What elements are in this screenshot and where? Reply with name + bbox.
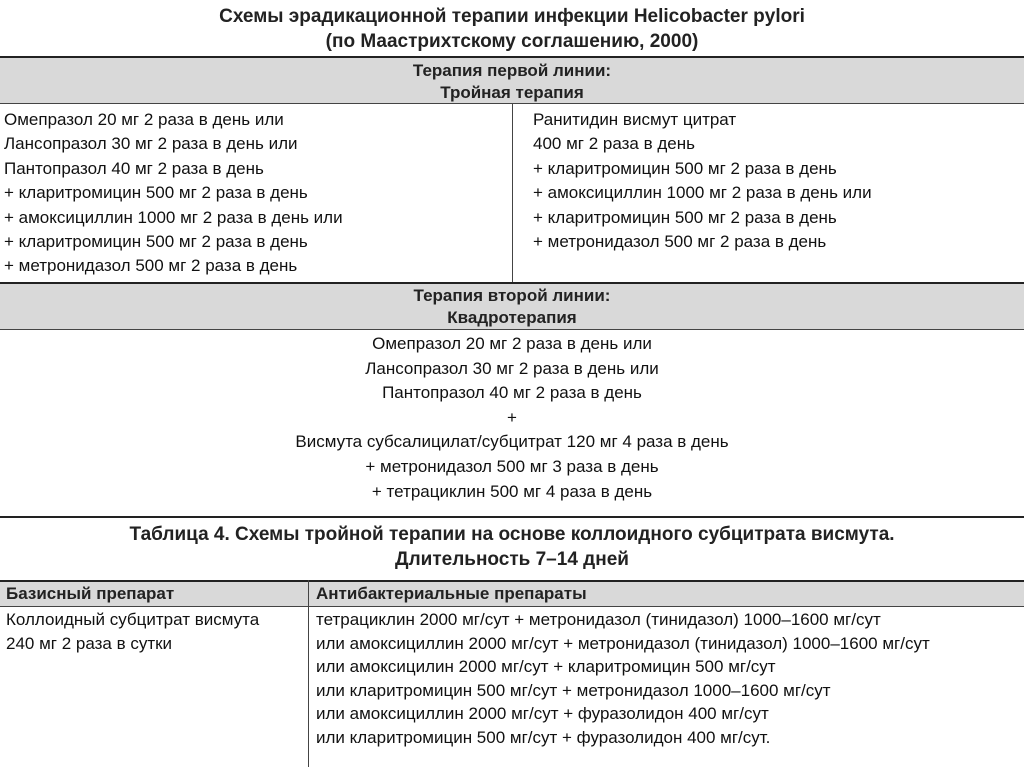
second-line-subheading: Квадротерапия bbox=[447, 308, 577, 327]
first-line-subheading: Тройная терапия bbox=[440, 83, 584, 102]
list-item: + метронидазол 500 мг 3 раза в день bbox=[365, 456, 659, 476]
table1-title bbox=[0, 0, 1024, 58]
table2-title bbox=[0, 522, 1024, 572]
list-item: 400 мг 2 раза в день bbox=[533, 134, 695, 154]
first-line-body bbox=[0, 104, 1024, 284]
column-divider bbox=[308, 580, 309, 767]
table-cell-line: или амоксицилин 2000 мг/сут + кларитромицин 500 мг/сут bbox=[316, 657, 776, 677]
table-cell-line: тетрациклин 2000 мг/сут + метронидазол (тинидазол) 1000–1600 мг/сут bbox=[316, 610, 881, 629]
list-item: + амоксициллин 1000 мг 2 раза в день или bbox=[4, 207, 343, 227]
table1-title-line2: (по Маастрихтскому соглашению, 2000) bbox=[325, 31, 699, 52]
list-item: + кларитромицин 500 мг 2 раза в день bbox=[4, 183, 308, 203]
list-item: Висмута субсалицилат/субцитрат 120 мг 4 раза в день bbox=[295, 432, 729, 452]
list-item: Пантопразол 40 мг 2 раза в день bbox=[382, 383, 642, 403]
table2-title-line1: Таблица 4. Схемы тройной терапии на основе коллоидного субцитрата висмута. bbox=[129, 524, 895, 545]
list-item: Лансопразол 30 мг 2 раза в день или bbox=[4, 134, 298, 154]
first-line-left-column bbox=[4, 108, 504, 279]
second-line-heading: Терапия второй линии: bbox=[413, 286, 611, 305]
list-item: + кларитромицин 500 мг 2 раза в день bbox=[533, 158, 837, 178]
table-cell-line: или амоксициллин 2000 мг/сут + метронидазол (тинидазол) 1000–1600 мг/сут bbox=[316, 633, 930, 653]
list-item: Лансопразол 30 мг 2 раза в день или bbox=[365, 358, 659, 378]
column-header-antibacterial: Антибактериальные препараты bbox=[316, 584, 587, 603]
first-line-header bbox=[0, 58, 1024, 104]
list-item: + амоксициллин 1000 мг 2 раза в день или bbox=[533, 183, 872, 203]
table-cell-line: или кларитромицин 500 мг/сут + метронидазол 1000–1600 мг/сут bbox=[316, 680, 831, 700]
table2-basis-cell bbox=[6, 608, 306, 655]
table1-title-line1: Схемы эрадикационной терапии инфекции Helicobacter pylori bbox=[219, 6, 805, 27]
list-item: Пантопразол 40 мг 2 раза в день bbox=[4, 158, 264, 178]
list-item: + метронидазол 500 мг 2 раза в день bbox=[4, 256, 298, 276]
list-item: Ранитидин висмут цитрат bbox=[533, 110, 737, 129]
second-line-body bbox=[0, 330, 1024, 504]
list-item: + тетрациклин 500 мг 4 раза в день bbox=[371, 481, 653, 501]
list-item: + кларитромицин 500 мг 2 раза в день bbox=[533, 207, 837, 227]
table-cell-line: или кларитромицин 500 мг/сут + фуразолидон 400 мг/сут. bbox=[316, 727, 771, 747]
table-cell-line: 240 мг 2 раза в сутки bbox=[6, 633, 173, 653]
column-divider bbox=[512, 104, 513, 282]
table-cell-line: или амоксициллин 2000 мг/сут + фуразолидон 400 мг/сут bbox=[316, 704, 769, 724]
table2-top-rule bbox=[0, 516, 1024, 518]
table2-title-line2: Длительность 7–14 дней bbox=[395, 549, 629, 570]
list-item: + bbox=[507, 407, 517, 427]
list-item: + метронидазол 500 мг 2 раза в день bbox=[533, 232, 827, 252]
first-line-heading: Терапия первой линии: bbox=[412, 61, 612, 80]
list-item: Омепразол 20 мг 2 раза в день или bbox=[4, 110, 284, 129]
table2-antibacterial-cell bbox=[316, 608, 1021, 750]
second-line-header bbox=[0, 284, 1024, 330]
column-header-basis: Базисный препарат bbox=[6, 584, 175, 603]
table2-header-row bbox=[0, 580, 1024, 607]
list-item: + кларитромицин 500 мг 2 раза в день bbox=[4, 232, 308, 252]
first-line-right-column bbox=[533, 108, 1021, 254]
list-item: Омепразол 20 мг 2 раза в день или bbox=[372, 334, 652, 353]
table-cell-line: Коллоидный субцитрат висмута bbox=[6, 610, 260, 629]
